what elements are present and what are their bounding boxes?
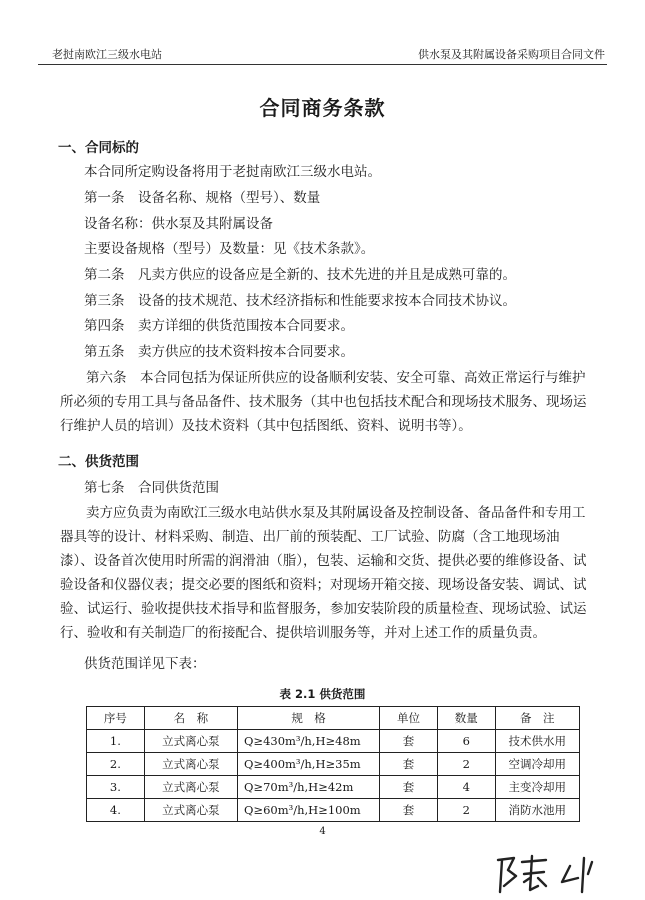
cell-unit: 套: [380, 776, 438, 799]
supply-scope-table: [86, 706, 580, 822]
table-row: [87, 776, 580, 799]
cell-unit: 套: [380, 730, 438, 753]
cell-remark: 技术供水用: [495, 730, 579, 753]
equipment-spec: 主要设备规格（型号）及数量：见《技术条款》。: [84, 241, 375, 257]
table-caption: 表 2.1 供货范围: [279, 687, 366, 701]
col-header-remark: 备 注: [495, 707, 579, 730]
supply-scope-body: 卖方应负责为南欧江三级水电站供水泵及其附属设备及控制设备、备品备件和专用工器具等的设计、材料采购、制造、出厂前的预装配、工厂试验、防腐（含工地现场油漆）、设备首次使用时所需的润滑油（脂），包装、运输和交货、提供必要的维修设备、试验设备和仪器仪表；提交必要的图纸和资料；对现场开箱交接、现场设备安装、调试、试验、试运行、验收提供技术指导和监督服务，参加安装阶段的质量检查、现场试验、试运行、验收和有关制造厂的衔接配合、提供培训服务等，并对上述工作的质量负责。: [60, 505, 587, 641]
cell-no: 4.: [87, 799, 145, 822]
cell-qty: 2: [437, 753, 495, 776]
cell-spec: Q≥430m³/h,H≥48m: [238, 730, 380, 753]
page-number: 4: [319, 826, 326, 837]
cell-remark: 消防水池用: [495, 799, 579, 822]
page-header: [38, 44, 607, 65]
article-7: 第七条 合同供货范围: [84, 480, 219, 496]
cell-spec: Q≥400m³/h,H≥35m: [238, 753, 380, 776]
cell-name: 立式离心泵: [144, 776, 237, 799]
col-header-unit: 单位: [380, 707, 438, 730]
equipment-name: 设备名称：供水泵及其附属设备: [84, 216, 273, 232]
cell-no: 1.: [87, 730, 145, 753]
table-row: [87, 753, 580, 776]
page-title: 合同商务条款: [259, 96, 386, 120]
handwritten-signature: [488, 852, 608, 896]
section2-heading: 二、供货范围: [58, 454, 139, 470]
article-6: 第六条 本合同包括为保证所供应的设备顺利安装、安全可靠、高效正常运行与维护所必须的专用工具与备品备件、技术服务（其中也包括技术配合和现场技术服务、现场运行维护人员的培训）及技术资料（其中包括图纸、资料、说明书等）。: [60, 370, 587, 434]
col-header-spec: 规 格: [238, 707, 380, 730]
cell-spec: Q≥60m³/h,H≥100m: [238, 799, 380, 822]
cell-no: 2.: [87, 753, 145, 776]
cell-unit: 套: [380, 799, 438, 822]
article-2: 第二条 凡卖方供应的设备应是全新的、技术先进的并且是成熟可靠的。: [84, 267, 516, 283]
cell-remark: 主变冷却用: [495, 776, 579, 799]
table-row: [87, 730, 580, 753]
col-header-qty: 数量: [437, 707, 495, 730]
cell-qty: 4: [437, 776, 495, 799]
article-3: 第三条 设备的技术规范、技术经济指标和性能要求按本合同技术协议。: [84, 293, 516, 309]
supply-scope-note: 供货范围详见下表：: [84, 656, 206, 672]
section1-intro: 本合同所定购设备将用于老挝南欧江三级水电站。: [84, 164, 381, 180]
article-1: 第一条 设备名称、规格（型号）、数量: [84, 190, 321, 206]
cell-spec: Q≥70m³/h,H≥42m: [238, 776, 380, 799]
cell-unit: 套: [380, 753, 438, 776]
header-left: 老挝南欧江三级水电站: [52, 48, 162, 61]
table-row: [87, 799, 580, 822]
article-5: 第五条 卖方供应的技术资料按本合同要求。: [84, 344, 354, 360]
cell-remark: 空调冷却用: [495, 753, 579, 776]
cell-qty: 2: [437, 799, 495, 822]
section1-heading: 一、合同标的: [58, 140, 139, 156]
col-header-name: 名 称: [144, 707, 237, 730]
col-header-no: 序号: [87, 707, 145, 730]
cell-name: 立式离心泵: [144, 730, 237, 753]
cell-name: 立式离心泵: [144, 799, 237, 822]
article-4: 第四条 卖方详细的供货范围按本合同要求。: [84, 318, 354, 334]
cell-qty: 6: [437, 730, 495, 753]
header-right: 供水泵及其附属设备采购项目合同文件: [418, 48, 605, 61]
table-header-row: [87, 707, 580, 730]
cell-name: 立式离心泵: [144, 753, 237, 776]
cell-no: 3.: [87, 776, 145, 799]
